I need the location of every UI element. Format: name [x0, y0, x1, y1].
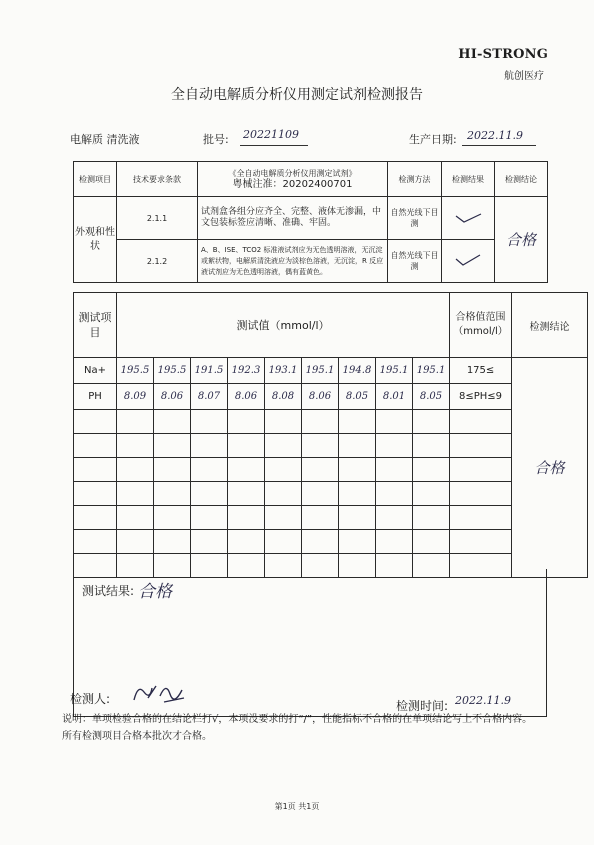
appearance-group: 外观和性状 — [74, 197, 117, 283]
value-cell: 8.06 — [154, 384, 191, 410]
value-cell: 8.05 — [413, 384, 450, 410]
range-cell: 8≤PH≤9 — [450, 384, 512, 410]
header-standard-line1: 《全自动电解质分析仪用测定试剂》 — [228, 169, 357, 178]
table-row — [74, 358, 588, 384]
method-cell: 自然光线下目测 — [388, 197, 442, 240]
header-qualified-range: 合格值范围（mmol/l） — [450, 293, 512, 358]
value-cell: 195.5 — [117, 358, 154, 384]
header-test-value: 测试值（mmol/l） — [117, 293, 450, 358]
appearance-conclusion — [495, 197, 548, 283]
production-date-value: 2022.11.9 — [467, 129, 523, 142]
inspection-time-value: 2022.11.9 — [455, 694, 511, 707]
test-values-table — [73, 292, 588, 578]
value-cell: 194.8 — [339, 358, 376, 384]
value-cell: 8.08 — [265, 384, 302, 410]
page-number: 第1页 共1页 — [274, 802, 320, 811]
batch-value: 20221109 — [243, 128, 299, 141]
date-underline — [462, 145, 536, 146]
value-cell: 8.07 — [191, 384, 228, 410]
value-cell: 8.06 — [302, 384, 339, 410]
result-cell — [442, 240, 495, 283]
header-clause: 技术要求条款 — [117, 162, 198, 197]
header-test-item: 测试项目 — [74, 293, 117, 358]
value-cell: 195.1 — [302, 358, 339, 384]
value-cell: 193.1 — [265, 358, 302, 384]
table-row — [74, 384, 588, 410]
header-item: 检测项目 — [74, 162, 117, 197]
header-conclusion: 检测结论 — [495, 162, 548, 197]
header-standard-line2: 粤械注准：20202400701 — [232, 179, 353, 190]
requirement-cell: A、B、ISE、TCO2 标准液试剂应为无色透明溶液，无沉淀或絮状物，电解质清洗液应为淡棕色溶液，无沉淀，R 反应液试剂应为无色透明溶液，偶有蓝黄色。 — [198, 240, 388, 283]
value-cell: 8.09 — [117, 384, 154, 410]
appearance-table — [73, 161, 548, 283]
inspection-time-label: 检测时间: — [396, 699, 449, 713]
note-text: 说明：单项检验合格的在结论栏打√，本项没要求的打“/”，性能指标不合格的在单项结论写上不合格内容。所有检测项目合格本批次才合格。 — [62, 714, 533, 742]
header-standard — [198, 162, 388, 197]
product-name: 电解质 清洗液 — [70, 133, 140, 146]
clause-cell: 2.1.1 — [117, 197, 198, 240]
result-cell — [442, 197, 495, 240]
value-cell: 8.05 — [339, 384, 376, 410]
value-cell: 191.5 — [191, 358, 228, 384]
value-cell: 195.5 — [154, 358, 191, 384]
report-title: 全自动电解质分析仪用测定试剂检测报告 — [171, 87, 423, 103]
test-conclusion — [512, 358, 588, 578]
test-conclusion-text: 合格 — [534, 458, 565, 477]
appearance-conclusion-text: 合格 — [505, 230, 536, 249]
test-result-value: 合格 — [138, 582, 172, 602]
inspector-label: 检测人: — [70, 692, 111, 706]
range-cell: 175≤ — [450, 358, 512, 384]
value-cell: 8.01 — [376, 384, 413, 410]
header-result: 检测结果 — [442, 162, 495, 197]
check-icon — [453, 210, 483, 224]
test-result-label: 测试结果: — [82, 584, 135, 598]
inspector-signature-icon — [130, 680, 190, 708]
value-cell: 192.3 — [228, 358, 265, 384]
header-method: 检测方法 — [388, 162, 442, 197]
clause-cell: 2.1.2 — [117, 240, 198, 283]
row-item: Na+ — [74, 358, 117, 384]
value-cell: 195.1 — [376, 358, 413, 384]
header-test-conclusion: 检测结论 — [512, 293, 588, 358]
batch-label: 批号: — [203, 133, 229, 146]
batch-underline — [240, 145, 308, 146]
brand-chinese-name: 航创医疗 — [504, 71, 544, 82]
requirement-cell: 试剂盒各组分应齐全、完整、液体无渗漏，中文包装标签应清晰、准确、牢固。 — [198, 197, 388, 240]
check-icon — [453, 253, 483, 267]
row-item: PH — [74, 384, 117, 410]
production-date-label: 生产日期: — [409, 133, 457, 146]
brand-logo-text: HI-STRONG — [458, 47, 548, 62]
value-cell: 8.06 — [228, 384, 265, 410]
value-cell: 195.1 — [413, 358, 450, 384]
method-cell: 自然光线下目测 — [388, 240, 442, 283]
